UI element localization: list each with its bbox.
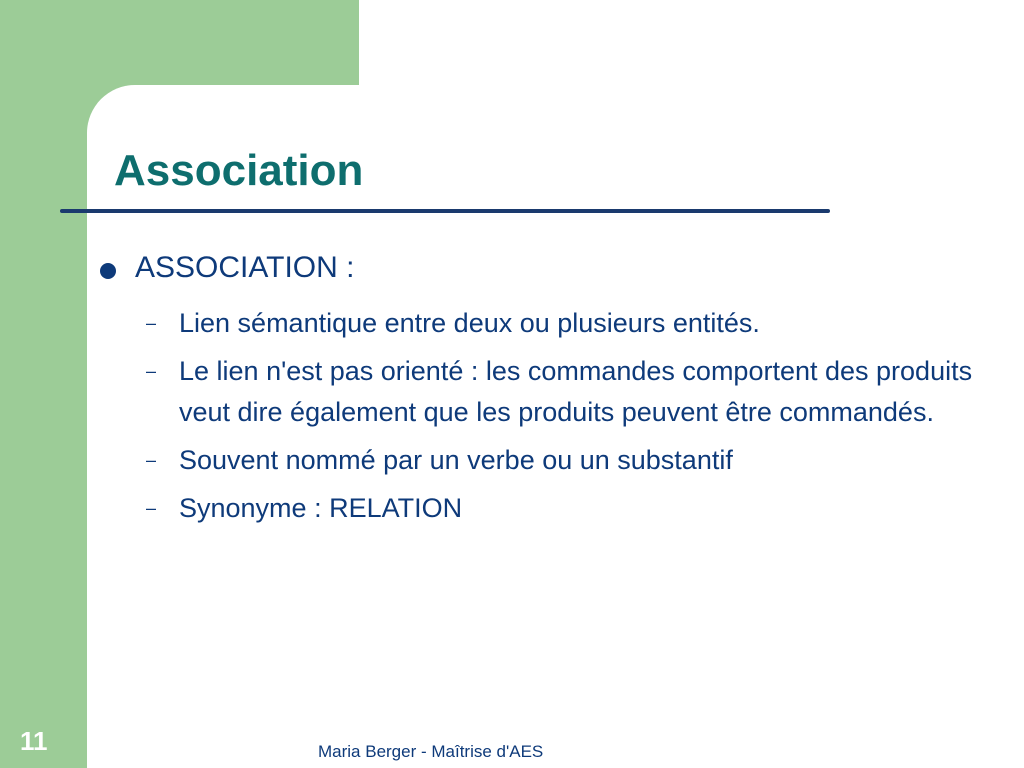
sub-bullet-text: Lien sémantique entre deux ou plusieurs entités. <box>179 308 760 338</box>
sub-bullet-item <box>146 351 996 433</box>
dash-icon: – <box>146 361 157 381</box>
dash-icon: – <box>146 313 157 333</box>
slide-title: Association <box>114 146 364 195</box>
bullet-dot-icon <box>100 263 116 279</box>
footer-text: Maria Berger - Maîtrise d'AES <box>318 742 544 761</box>
dash-icon: – <box>146 450 157 470</box>
sub-bullet-text: Synonyme : RELATION <box>179 493 463 523</box>
title-underline <box>60 209 830 213</box>
dash-icon: – <box>146 498 157 518</box>
sub-bullet-item <box>146 303 996 344</box>
background-top-block <box>359 0 1024 85</box>
sub-bullet-text: Souvent nommé par un verbe ou un substantif <box>179 445 733 475</box>
sub-bullet-item <box>146 440 996 481</box>
main-bullet-text: ASSOCIATION : <box>135 251 355 284</box>
sub-bullet-list <box>146 303 996 536</box>
slide-number: 11 <box>20 726 48 756</box>
sub-bullet-item <box>146 488 996 529</box>
sub-bullet-text: Le lien n'est pas orienté : les commandes comportent des produits veut dire également que les produits peuvent être commandés. <box>179 356 973 427</box>
